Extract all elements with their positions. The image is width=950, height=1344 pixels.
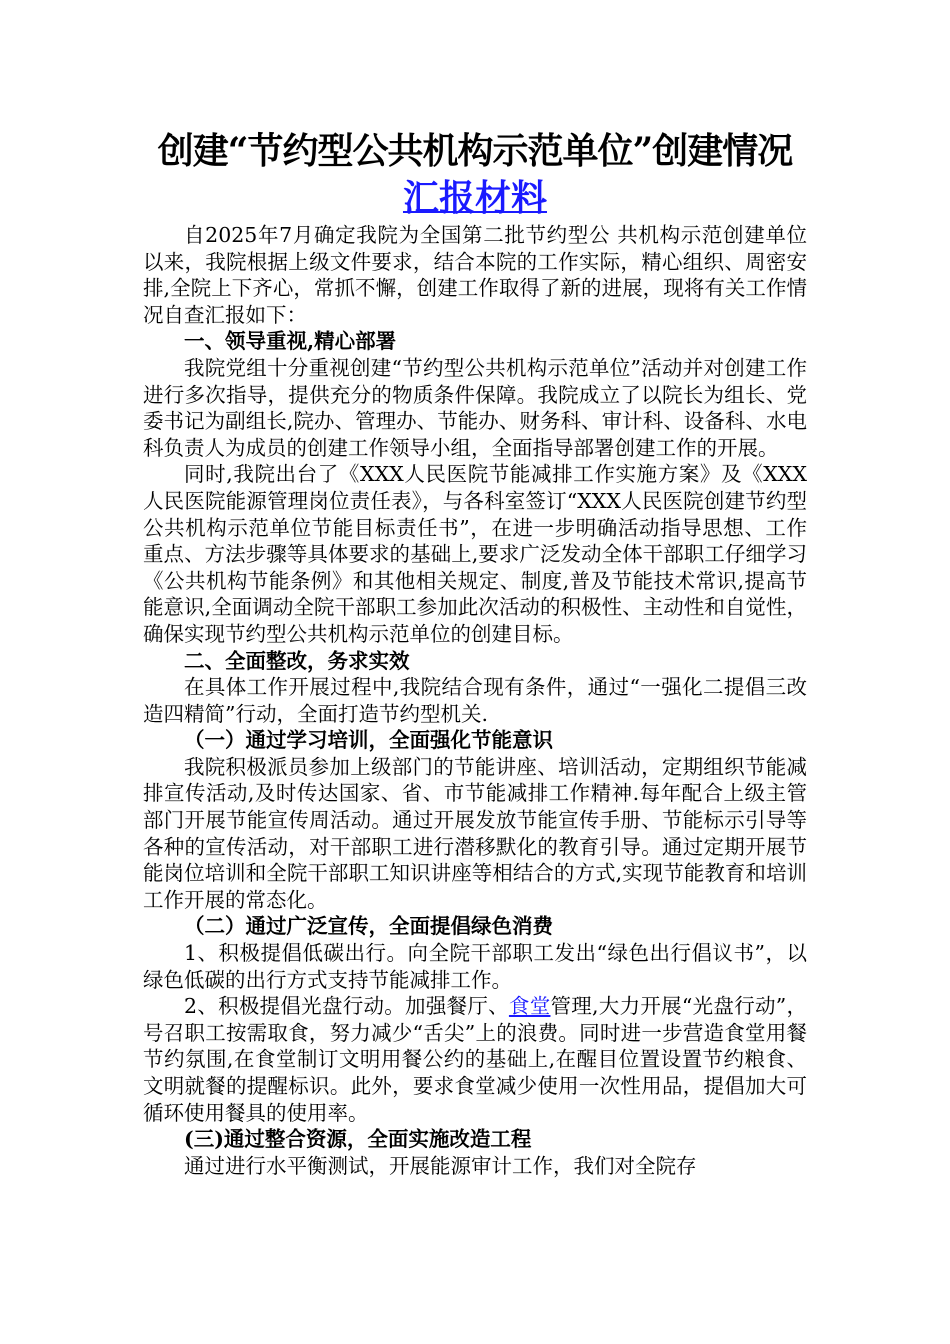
intro-paragraph: 自2025年7月确定我院为全国第二批节约型公 共机构示范创建单位以来，我院根据上级文件要求，结合本院的工作实际，精心组织、周密安排,全院上下齐心，常抓不懈，创建工作取得了新的进展，现将有关工作情况自查汇报如下：: [143, 223, 807, 327]
subtitle-link[interactable]: 汇报材料: [402, 177, 547, 219]
subsection2-paragraph-2: [143, 993, 807, 1126]
document-title: 创建“节约型公共机构示范单位”创建情况: [157, 130, 793, 172]
document-page: [143, 128, 807, 1179]
section-heading-2: 二、全面整改，务求实效: [184, 648, 410, 673]
subsection-heading-2: （二）通过广泛宣传，全面提倡绿色消费: [184, 914, 553, 939]
subsection1-paragraph: 我院积极派员参加上级部门的节能讲座、培训活动，定期组织节能减排宣传活动,及时传达国家、省、市节能减排工作精神.每年配合上级主管部门开展节能宣传周活动。通过开展发放节能宣传手册、节能标示引导等各种的宣传活动，对干部职工进行潜移默化的教育引导。通过定期开展节能岗位培训和全院干部职工知识讲座等相结合的方式,实现节能教育和培训工作开展的常态化。: [143, 754, 807, 912]
section2-paragraph-1: 在具体工作开展过程中,我院结合现有条件，通过“一强化二提倡三改造四精简”行动，全面打造节约型机关.: [143, 675, 807, 726]
section-heading-1: 一、领导重视,精心部署: [184, 329, 397, 354]
canteen-link[interactable]: 食堂: [508, 994, 551, 1019]
p2-text-after: 管理,大力开展“光盘行动”，号召职工按需取食，努力减少“舌尖”上的浪费。同时进一步营造食堂用餐节约氛围,在食堂制订文明用餐公约的基础上,在醒目位置设置节约粮食、文明就餐的提醒标识。此外，要求食堂减少使用一次性用品，提倡加大可循环使用餐具的使用率。: [143, 994, 807, 1125]
subsection2-paragraph-1: 1、积极提倡低碳出行。向全院干部职工发出“绿色出行倡议书”，以绿色低碳的出行方式支持节能减排工作。: [143, 941, 807, 992]
subsection-heading-3: (三)通过整合资源，全面实施改造工程: [184, 1127, 532, 1152]
p2-text-before: 2、积极提倡光盘行动。加强餐厅、: [184, 994, 509, 1019]
section1-paragraph-2: 同时,我院出台了《XXX人民医院节能减排工作实施方案》及《XXX人民医院能源管理岗位责任表》，与各科室签订“XXX人民医院创建节约型公共机构示范单位节能目标责任书”，在进一步明确活动指导思想、工作重点、方法步骤等具体要求的基础上,要求广泛发动全体干部职工仔细学习《公共机构节能条例》和其他相关规定、制度,普及节能技术常识,提高节能意识,全面调动全院干部职工参加此次活动的积极性、主动性和自觉性，确保实现节约型公共机构示范单位的创建目标。: [143, 462, 807, 646]
subsection3-paragraph: 通过进行水平衡测试，开展能源审计工作，我们对全院存: [184, 1153, 697, 1178]
subsection-heading-1: （一）通过学习培训，全面强化节能意识: [184, 728, 553, 753]
section1-paragraph-1: 我院党组十分重视创建“节约型公共机构示范单位”活动并对创建工作进行多次指导，提供充分的物质条件保障。我院成立了以院长为组长、党委书记为副组长,院办、管理办、节能办、财务科、审计科、设备科、水电科负责人为成员的创建工作领导小组，全面指导部署创建工作的开展。: [143, 355, 807, 460]
document-subtitle: [143, 174, 807, 222]
